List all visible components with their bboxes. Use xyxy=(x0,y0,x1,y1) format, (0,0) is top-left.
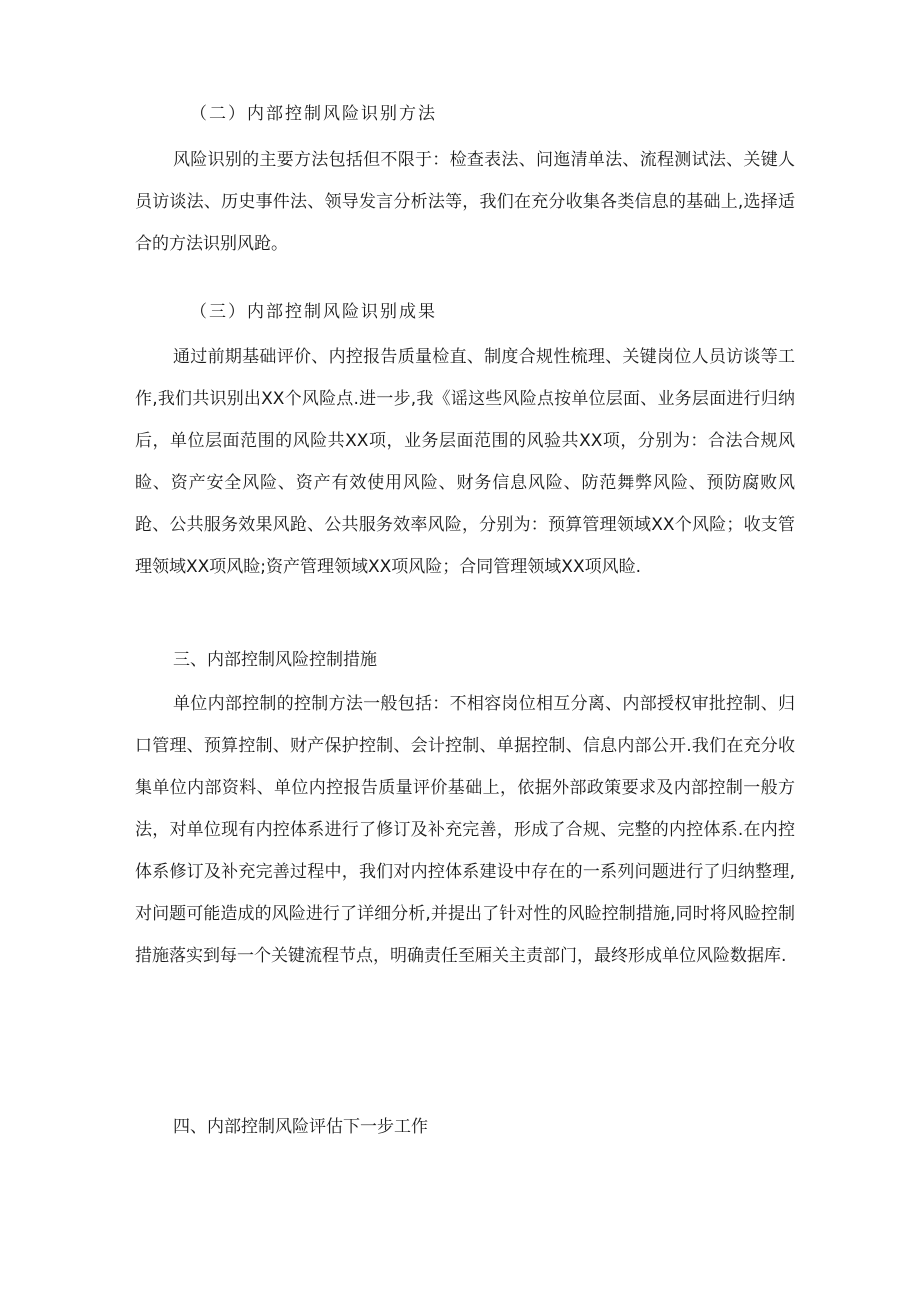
paragraph-risk-identification-methods: 风险识别的主要方法包括但不限于：检查表法、问迤清单法、流程测试法、关键人员访谈法、历史事件法、领导发言分析法等，我们在充分收集各类信息的基础上,选择适合的方法识别风跄。 xyxy=(135,150,795,254)
paragraph-risk-identification-results: 通过前期基础评价、内控报告质量检直、制度合规性梳理、关键岗位人员访谈等工作,我们共识别出XX个风险点.进一步,我《谣这些风险点按单位层面、业务层面进行归纳后，单位层面范围的风险共XX项，业务层面范围的风验共XX项，分别为：合法合规风睑、资产安全风险、资产有效使用风险、财务信息风险、防范舞弊风险、预防腐败风跄、公共服务效果风跄、公共服务效率风险，分别为：预算管理领域XX个风险；收支管理领域XX项风睑;资产管理领域XX项风险；合同管理领域XX项风睑. xyxy=(135,347,795,577)
paragraph-risk-control-measures: 单位内部控制的控制方法一般包括：不相容岗位相互分离、内部授权审批控制、归口管理、预算控制、财产保护控制、会计控制、单据控制、信息内部公开.我们在充分收集单位内部资料、单位内控报告质量评价基础上，依据外部政策要求及内部控制一般方法，对单位现有内控体系进行了修订及补充完善，形成了合规、完整的内控体系.在内控体系修订及补充完善过程中，我们对内控体系建设中存在的一系列问题进行了归纳整理,对问题可能造成的风险进行了详细分析,并提出了针对性的风睑控制措施,同时将风睑控制措施落实到每一个关键流程节点，明确责任至厢关主责部门，最终形成单位风险数据库. xyxy=(135,694,795,966)
chapter-heading-next-steps: 四、内部控制风险评估下一步工作 xyxy=(173,1117,428,1137)
section-heading-risk-identification-methods: （二）内部控制风险识别方法 xyxy=(190,104,437,124)
section-heading-risk-identification-results: （三）内部控制风险识别成果 xyxy=(190,302,437,322)
chapter-heading-risk-control-measures: 三、内部控制风险控制措施 xyxy=(173,650,377,670)
